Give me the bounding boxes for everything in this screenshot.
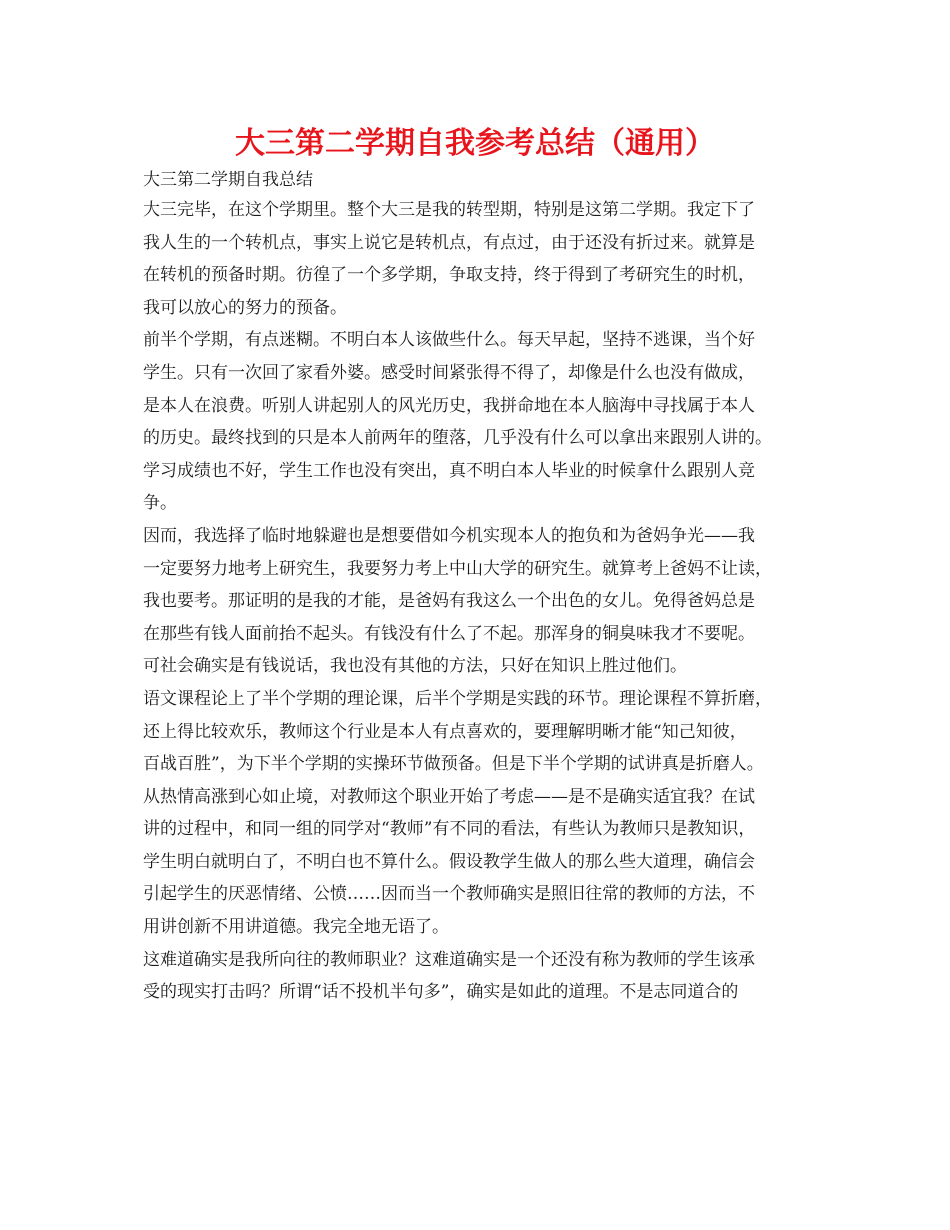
text-line: 一定要努力地考上研究生，我要努力考上中山大学的研究生。就算考上爸妈不让读， <box>143 558 772 579</box>
text-line: 在那些有钱人面前抬不起头。有钱没有什么了不起。那浑身的铜臭味我才不要呢。 <box>143 623 755 644</box>
document-body <box>143 166 833 1009</box>
text-line: 学生。只有一次回了家看外婆。感受时间紧张得不得了，却像是什么也没有做成， <box>143 362 755 383</box>
text-line: 因而，我选择了临时地躲避也是想要借如今机实现本人的抱负和为爸妈争光——我 <box>143 525 755 546</box>
document-subtitle: 大三第二学期自我总结 <box>143 170 313 190</box>
text-line: 争。 <box>143 493 177 514</box>
text-line: 可社会确实是有钱说话，我也没有其他的方法，只好在知识上胜过他们。 <box>143 656 687 677</box>
text-line: 学生明白就明白了，不明白也不算什么。假设教学生做人的那么些大道理，确信会 <box>143 851 755 872</box>
text-line: 百战百胜”，为下半个学期的实操环节做预备。但是下半个学期的试讲真是折磨人。 <box>143 754 764 775</box>
text-line: 引起学生的厌恶情绪、公愤……因而当一个教师确实是照旧往常的教师的方法，不 <box>143 884 755 905</box>
text-line: 这难道确实是我所向往的教师职业？这难道确实是一个还没有称为教师的学生该承 <box>143 949 755 970</box>
text-line: 在转机的预备时期。彷徨了一个多学期，争取支持，终于得到了考研究生的时机， <box>143 265 755 286</box>
text-line: 受的现实打击吗？所谓“话不投机半句多”，确实是如此的道理。不是志同道合的 <box>143 982 739 1003</box>
text-line: 讲的过程中，和同一组的同学对“教师”有不同的看法，有些认为教师只是教知识， <box>143 819 756 840</box>
text-line: 前半个学期，有点迷糊。不明白本人该做些什么。每天早起，坚持不逃课，当个好 <box>143 330 755 351</box>
text-line: 我人生的一个转机点，事实上说它是转机点，有点过，由于还没有折过来。就算是 <box>143 232 755 253</box>
text-line: 我可以放心的努力的预备。 <box>143 297 347 318</box>
text-line: 的历史。最终找到的只是本人前两年的堕落，几乎没有什么可以拿出来跟别人讲的。 <box>143 428 772 449</box>
text-line: 语文课程论上了半个学期的理论课，后半个学期是实践的环节。理论课程不算折磨， <box>143 688 772 709</box>
text-line: 学习成绩也不好，学生工作也没有突出，真不明白本人毕业的时候拿什么跟别人竞 <box>143 460 755 481</box>
page-title: 大三第二学期自我参考总结（通用） <box>235 126 715 161</box>
text-line: 是本人在浪费。听别人讲起别人的风光历史，我拼命地在本人脑海中寻找属于本人 <box>143 395 755 416</box>
text-line: 从热情高涨到心如止境，对教师这个职业开始了考虑——是不是确实适宜我？在试 <box>143 786 755 807</box>
text-line: 大三完毕，在这个学期里。整个大三是我的转型期，特别是这第二学期。我定下了 <box>143 200 755 220</box>
text-line: 用讲创新不用讲道德。我完全地无语了。 <box>143 917 449 938</box>
text-line: 还上得比较欢乐，教师这个行业是本人有点喜欢的，要理解明晰才能“知己知彼， <box>143 721 747 742</box>
text-line: 我也要考。那证明的是我的才能，是爸妈有我这么一个出色的女儿。免得爸妈总是 <box>143 591 755 612</box>
